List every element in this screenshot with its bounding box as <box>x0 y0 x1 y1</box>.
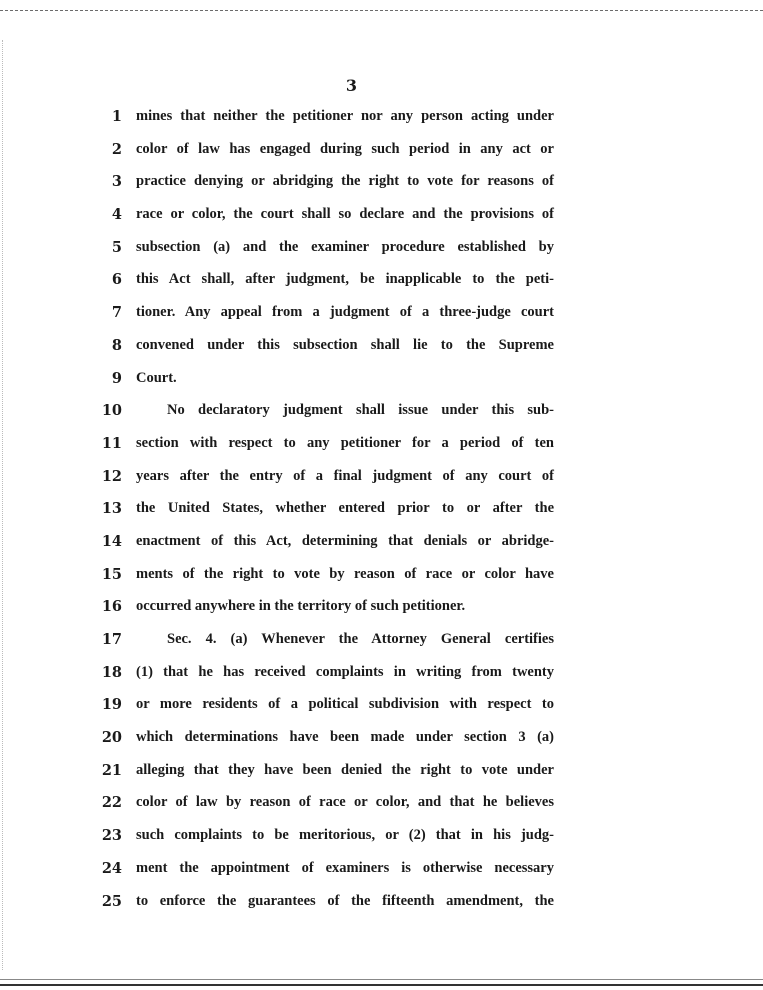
top-edge-rule <box>0 10 763 11</box>
line-number: 16 <box>101 598 122 616</box>
line-17 <box>0 629 763 662</box>
line-text: enactment of this Act, determining that denials or abridge- <box>136 532 554 549</box>
line-text: mines that neither the petitioner nor any person acting under <box>136 108 554 124</box>
line-text: ment the appointment of examiners is otherwise necessary <box>136 859 554 876</box>
line-text: race or color, the court shall so declare and the provisions of <box>136 206 554 223</box>
line-number: 23 <box>101 827 122 845</box>
line-text: which determinations have been made under section 3 (a) <box>136 729 554 746</box>
line-text: alleging that they have been denied the right to vote under <box>136 761 554 778</box>
line-text: to enforce the guarantees of the fifteenth amendment, the <box>136 892 554 909</box>
line-5 <box>0 237 763 270</box>
line-number: 7 <box>111 304 122 322</box>
line-number: 20 <box>101 729 122 747</box>
line-text: convened under this subsection shall lie to the Supreme <box>136 336 554 353</box>
line-7 <box>0 302 763 335</box>
line-number: 5 <box>111 238 122 256</box>
line-number: 12 <box>101 467 122 485</box>
line-text: practice denying or abridging the right to vote for reasons of <box>136 173 554 190</box>
line-9 <box>0 368 763 401</box>
line-11 <box>0 433 763 466</box>
line-text: this Act shall, after judgment, be inapplicable to the peti- <box>136 271 554 288</box>
line-text: (1) that he has received complaints in writing from twenty <box>136 663 554 680</box>
line-19 <box>0 694 763 727</box>
line-8 <box>0 335 763 368</box>
line-text: or more residents of a political subdivision with respect to <box>136 696 554 713</box>
line-number: 15 <box>101 565 122 583</box>
line-text: the United States, whether entered prior to or after the <box>136 500 554 517</box>
line-text: color of law has engaged during such period in any act or <box>136 140 554 157</box>
line-23 <box>0 825 763 858</box>
line-number: 14 <box>101 532 122 550</box>
bottom-edge-rule-thin <box>0 979 763 980</box>
line-3 <box>0 171 763 204</box>
line-number: 1 <box>111 108 122 125</box>
line-number: 25 <box>101 892 122 910</box>
page-number-text: 3 <box>345 76 358 95</box>
line-number: 8 <box>111 336 122 354</box>
line-number: 17 <box>101 631 122 648</box>
line-number: 13 <box>101 500 122 518</box>
line-15 <box>0 564 763 597</box>
line-number: 24 <box>101 859 122 877</box>
line-number: 10 <box>101 402 122 420</box>
line-16 <box>0 596 763 629</box>
line-text: ments of the right to vote by reason of race or color have <box>136 565 554 582</box>
line-number: 2 <box>111 140 122 158</box>
line-20 <box>0 727 763 760</box>
line-text: tioner. Any appeal from a judgment of a three-judge court <box>136 304 554 321</box>
line-number: 9 <box>111 369 122 387</box>
line-text: occurred anywhere in the territory of such petitioner. <box>136 598 466 615</box>
line-10 <box>0 400 763 433</box>
line-4 <box>0 204 763 237</box>
line-number: 3 <box>111 173 122 191</box>
line-18 <box>0 662 763 695</box>
line-text: color of law by reason of race or color, and that he believes <box>136 794 554 811</box>
line-number: 19 <box>101 696 122 714</box>
line-1 <box>0 106 763 139</box>
line-number: 11 <box>101 434 122 452</box>
line-25 <box>0 891 763 924</box>
line-12 <box>0 466 763 499</box>
line-number: 21 <box>101 761 122 779</box>
line-text: section with respect to any petitioner for a period of ten <box>136 434 554 451</box>
line-22 <box>0 792 763 825</box>
line-number: 4 <box>111 206 122 224</box>
line-6 <box>0 269 763 302</box>
line-14 <box>0 531 763 564</box>
line-number: 6 <box>111 271 122 289</box>
line-text: Sec. 4. (a) Whenever the Attorney General certifies <box>167 631 554 647</box>
line-text: Court. <box>136 369 177 386</box>
line-text: such complaints to be meritorious, or (2) that in his judg- <box>136 827 554 844</box>
line-number: 22 <box>101 794 122 812</box>
line-text: years after the entry of a final judgment of any court of <box>136 467 554 484</box>
page-number <box>0 76 763 95</box>
line-24 <box>0 858 763 891</box>
bottom-edge-rule <box>0 984 763 986</box>
line-13 <box>0 498 763 531</box>
line-2 <box>0 139 763 172</box>
document-body <box>0 106 763 923</box>
line-21 <box>0 760 763 793</box>
line-number: 18 <box>101 663 122 681</box>
line-text: No declaratory judgment shall issue under this sub- <box>167 402 554 419</box>
line-text: subsection (a) and the examiner procedure established by <box>136 238 554 255</box>
